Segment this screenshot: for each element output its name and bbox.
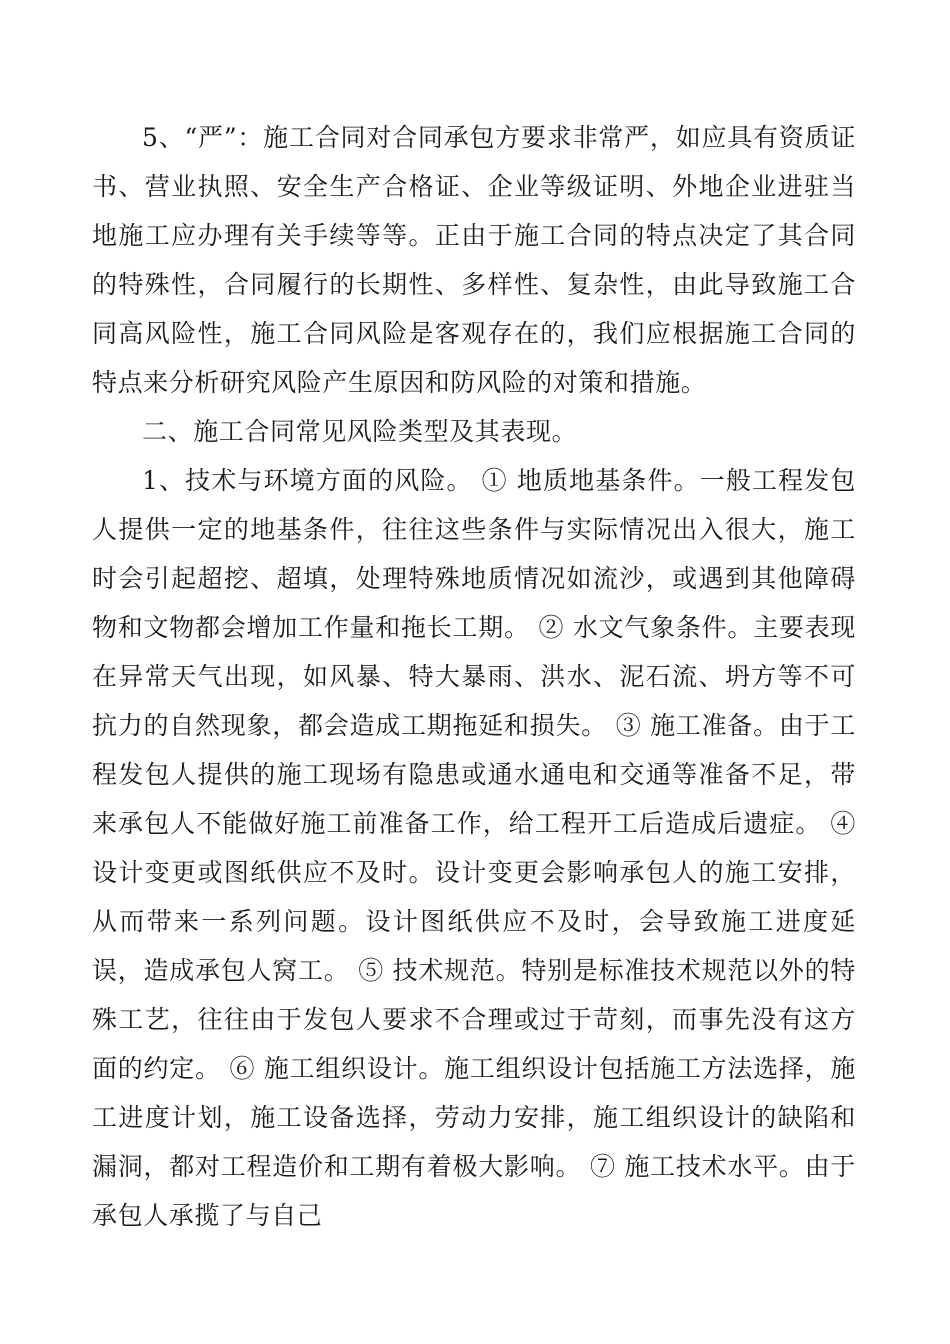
paragraph-technical-environmental-risk: 1、技术与环境方面的风险。 ① 地质地基条件。一般工程发包人提供一定的地基条件，往往这些条件与实际情况出入很大，施工时会引起超挖、超填，处理特殊地质情况如流沙，或遇到其他障碍物和文物都会增加工作量和拖长工期。 ② 水文气象条件。主要表现在异常天气出现，如风暴、特大暴雨、洪水、泥石流、坍方等不可抗力的自然现象，都会造成工期拖延和损失。 ③ 施工准备。由于工程发包人提供的施工现场有隐患或通水通电和交通等准备不足，带来承包人不能做好施工前准备工作，给工程开工后造成后遗症。 ④ 设计变更或图纸供应不及时。设计变更会影响承包人的施工安排，从而带来一系列问题。设计图纸供应不及时，会导致施工进度延误，造成承包人窝工。 ⑤ 技术规范。特别是标准技术规范以外的特殊工艺，往往由于发包人要求不合理或过于苛刻，而事先没有这方面的约定。 ⑥ 施工组织设计。施工组织设计包括施工方法选择，施工进度计划，施工设备选择，劳动力安排，施工组织设计的缺陷和漏洞，都对工程造价和工期有着极大影响。 ⑦ 施工技术水平。由于承包人承揽了与自己: [92, 466, 856, 1230]
section-heading-risk-types: 二、施工合同常见风险类型及其表现。: [142, 417, 578, 446]
paragraph-contract-strictness: 5、“严”：施工合同对合同承包方要求非常严，如应具有资质证书、营业执照、安全生产合格证、企业等级证明、外地企业进驻当地施工应办理有关手续等等。正由于施工合同的特点决定了其合同的特殊性，合同履行的长期性、多样性、复杂性，由此导致施工合同高风险性，施工合同风险是客观存在的，我们应根据施工合同的特点来分析研究风险产生原因和防风险的对策和措施。: [92, 123, 856, 397]
document-body: [92, 113, 856, 1240]
